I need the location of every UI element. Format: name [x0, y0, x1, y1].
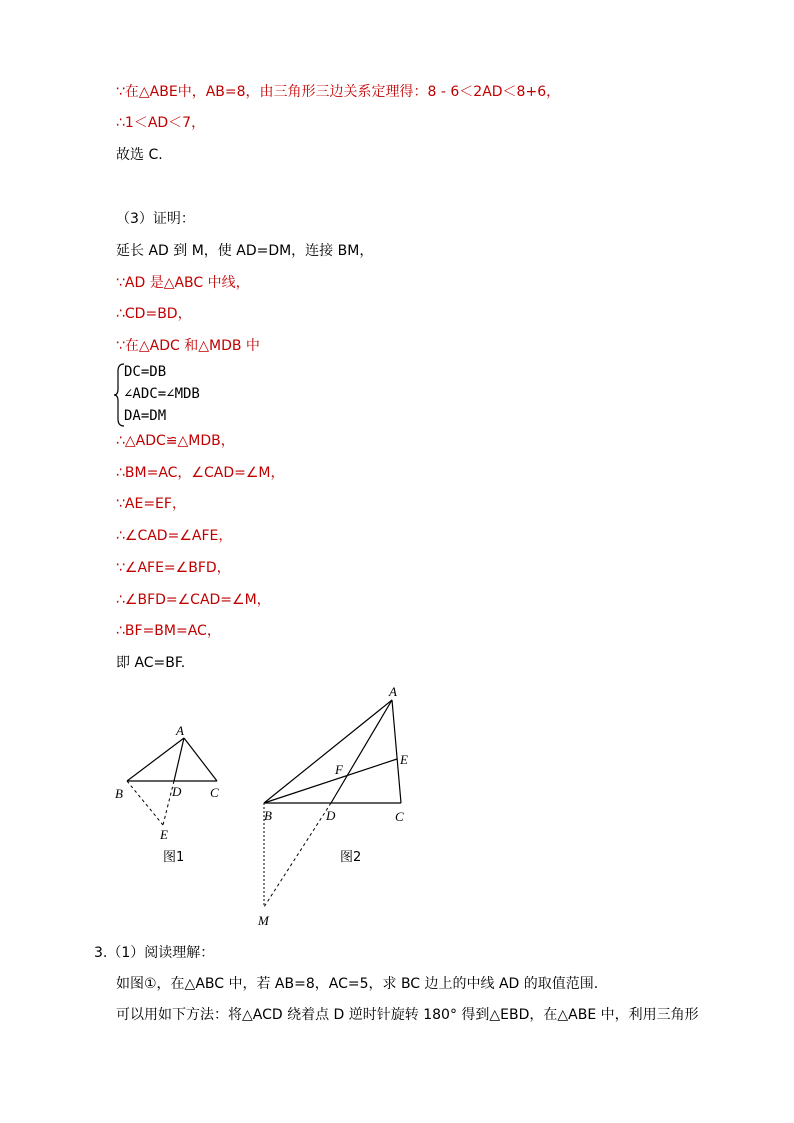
fig2-label-d: D	[326, 808, 336, 823]
text-line-14	[116, 591, 271, 609]
text-line-13	[116, 559, 231, 577]
text-line-9	[116, 432, 235, 450]
line-10-text: ∴BM=AC，∠CAD=∠M，	[116, 465, 285, 481]
question-3-paragraph-2: 可以用如下方法：将△ACD 绕着点 D 逆时针旋转 180° 得到△EBD，在△ABE 中，利用三角形	[116, 1007, 699, 1023]
question-3-title: 3.（1）阅读理解：	[94, 945, 215, 961]
line-14-text: ∴∠BFD=∠CAD=∠M，	[116, 592, 271, 608]
text-line-4	[116, 210, 195, 228]
fig1-label-b: B	[115, 786, 123, 801]
text-line-16	[116, 654, 185, 672]
system-row-2: ∠ADC=∠MDB	[124, 386, 200, 402]
text-line-15	[116, 622, 221, 640]
line-12-text: ∴∠CAD=∠AFE，	[116, 528, 233, 544]
line-4-text: （3）证明：	[116, 211, 195, 227]
system-row-3: DA=DM	[124, 408, 167, 424]
question-3-paragraph-1: 如图①，在△ABC 中，若 AB=8，AC=5，求 BC 边上的中线 AD 的取值范围.	[116, 976, 599, 992]
text-line-6	[116, 274, 250, 292]
fig1-label-d: D	[172, 784, 182, 799]
figure-1-caption: 图1	[163, 850, 185, 865]
text-line-5	[116, 242, 373, 260]
equation-system	[114, 363, 254, 427]
line-6-text: ∵AD 是△ABC 中线，	[116, 275, 250, 291]
fig1-label-a: A	[176, 723, 184, 738]
line-9-text: ∴△ADC≌△MDB，	[116, 433, 235, 449]
line-13-text: ∵∠AFE=∠BFD，	[116, 560, 231, 576]
text-line-2	[116, 114, 205, 132]
text-line-10	[116, 464, 284, 482]
line-7-text: ∴CD=BD，	[116, 306, 192, 322]
line-1-text: ∵在△ABE中，AB=8，由三角形三边关系定理得：8 - 6＜2AD＜8+6，	[116, 84, 561, 100]
line-2-text: ∴1＜AD＜7，	[116, 115, 206, 131]
line-15-text: ∴BF=BM=AC，	[116, 623, 221, 639]
line-8-text: ∵在△ADC 和△MDB 中	[116, 338, 260, 354]
line-3-text: 故选 C.	[116, 147, 163, 163]
fig2-label-c: C	[395, 809, 404, 824]
text-line-7	[116, 305, 192, 323]
line-16-text: 即 AC=BF.	[116, 655, 186, 671]
fig2-label-m: M	[258, 913, 269, 928]
figure-1	[100, 720, 240, 850]
text-line-3	[116, 146, 163, 164]
text-line-8	[116, 337, 260, 355]
fig1-label-c: C	[210, 785, 219, 800]
fig2-label-e: E	[400, 752, 408, 767]
line-5-text: 延长 AD 到 M，使 AD=DM，连接 BM，	[116, 243, 374, 259]
system-row-1: DC=DB	[124, 364, 167, 380]
fig2-label-a: A	[389, 684, 397, 699]
fig1-label-e: E	[160, 827, 168, 842]
text-line-11	[116, 495, 186, 513]
line-11-text: ∵AE=EF，	[116, 496, 186, 512]
fig2-label-b: B	[264, 808, 272, 823]
figure-2	[250, 680, 420, 930]
figure-2-caption: 图2	[340, 850, 362, 865]
text-line-12	[116, 527, 232, 545]
text-line-1	[116, 83, 560, 101]
fig2-label-f: F	[335, 762, 343, 777]
